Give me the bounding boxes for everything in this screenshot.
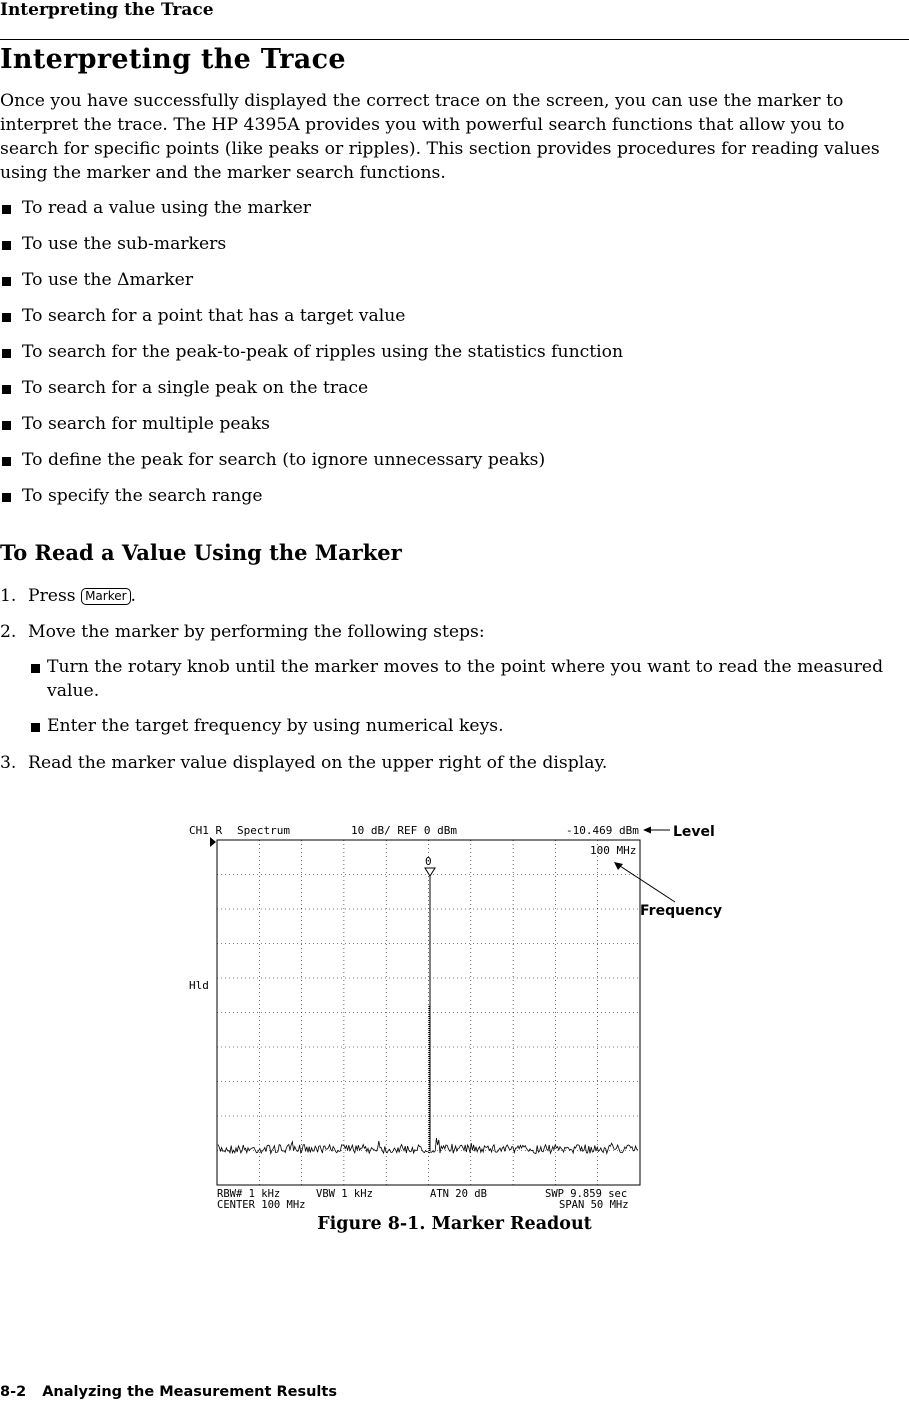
hold-indicator: Hld: [189, 979, 209, 992]
list-item: [0, 412, 623, 448]
frequency-callout: Frequency: [640, 903, 722, 919]
marker-frequency-readout: 100 MHz: [590, 844, 637, 857]
marker-key-button[interactable]: Marker: [81, 588, 130, 605]
list-item: [0, 232, 623, 268]
sub-step-text: Enter the target frequency by using numerical keys.: [47, 716, 504, 736]
list-item-text: To search for the peak-to-peak of ripples using the statistics function: [22, 342, 624, 362]
list-item-text: To specify the search range: [22, 486, 263, 506]
step-punctuation: .: [130, 586, 137, 606]
bullet-square-icon: [2, 493, 11, 502]
list-item: [0, 484, 623, 520]
list-item: [0, 304, 623, 340]
bullet-square-icon: [31, 723, 40, 732]
header-rule: [0, 39, 909, 40]
bullet-square-icon: [2, 457, 11, 466]
bullet-square-icon: [2, 241, 11, 250]
span-label: SPAN 50 MHz: [559, 1199, 629, 1211]
list-item-text: To define the peak for search (to ignore unnecessary peaks): [22, 450, 546, 470]
step-text: Read the marker value displayed on the upper right of the display.: [28, 753, 608, 773]
step-number: 2.: [0, 622, 17, 642]
center-frequency-label: CENTER 100 MHz: [217, 1199, 306, 1211]
step-number: 1.: [0, 586, 17, 606]
bullet-square-icon: [2, 421, 11, 430]
figure-caption: Figure 8-1. Marker Readout: [317, 1214, 592, 1234]
analyzer-screen: [180, 816, 740, 1216]
list-item: [0, 448, 623, 484]
attenuation-label: ATN 20 dB: [430, 1188, 487, 1200]
step-text: Move the marker by performing the following steps:: [28, 622, 485, 642]
list-item-text: To search for a point that has a target value: [22, 306, 406, 326]
section-title: To Read a Value Using the Marker: [0, 540, 402, 565]
step-1: [0, 584, 136, 608]
list-item: [0, 376, 623, 412]
bullet-square-icon: [31, 664, 40, 673]
sweep-time-label: SWP 9.859 sec: [545, 1188, 628, 1200]
list-item: [0, 268, 623, 304]
mode-label: Spectrum: [237, 824, 290, 837]
marker-number: 0: [425, 855, 432, 868]
sub-step-2: [28, 714, 888, 738]
vbw-label: VBW 1 kHz: [316, 1188, 373, 1200]
level-callout: Level: [673, 824, 715, 840]
page-footer: [0, 1384, 337, 1400]
scale-label: 10 dB/ REF 0 dBm: [351, 824, 457, 837]
bullet-square-icon: [2, 349, 11, 358]
list-item: [0, 196, 623, 232]
list-item: [0, 340, 623, 376]
frequency-arrow-icon: [614, 862, 623, 870]
analyzer-screen-figure: [180, 816, 740, 1216]
step-2: [0, 620, 485, 644]
step-number: 3.: [0, 753, 17, 773]
bullet-square-icon: [2, 385, 11, 394]
list-item-text: To use the Δmarker: [22, 270, 194, 290]
bullet-square-icon: [2, 313, 11, 322]
step-text: Press: [28, 586, 76, 606]
step-3: [0, 751, 607, 775]
frequency-callout-line: [620, 866, 675, 902]
list-item-text: To search for multiple peaks: [22, 414, 271, 434]
chapter-title: Analyzing the Measurement Results: [42, 1384, 337, 1400]
topic-list: [0, 196, 623, 520]
bullet-square-icon: [2, 277, 11, 286]
reference-position-icon: [210, 837, 216, 847]
channel-label: CH1 R: [189, 824, 223, 837]
running-head: Interpreting the Trace: [0, 0, 214, 20]
list-item-text: To search for a single peak on the trace: [22, 378, 369, 398]
sub-step-text: Turn the rotary knob until the marker moves to the point where you want to read the measured value.: [47, 657, 884, 701]
sub-step-1: [28, 655, 888, 703]
rbw-label: RBW# 1 kHz: [217, 1188, 281, 1200]
page-title: Interpreting the Trace: [0, 44, 346, 75]
list-item-text: To use the sub-markers: [22, 234, 227, 254]
list-item-text: To read a value using the marker: [22, 198, 312, 218]
intro-paragraph: Once you have successfully displayed the correct trace on the screen, you can use the marker to interpret the trace. The HP 4395A provides you with powerful search functions that allow you to search for specific points (like peaks or ripples). This section provides procedures for reading values using the marker and the marker search functions.: [0, 91, 880, 183]
noise-floor-trace: [218, 1138, 638, 1154]
page-number: 8-2: [0, 1384, 27, 1400]
level-readout: -10.469 dBm: [566, 824, 639, 837]
bullet-square-icon: [2, 205, 11, 214]
level-arrow-icon: [643, 827, 651, 834]
